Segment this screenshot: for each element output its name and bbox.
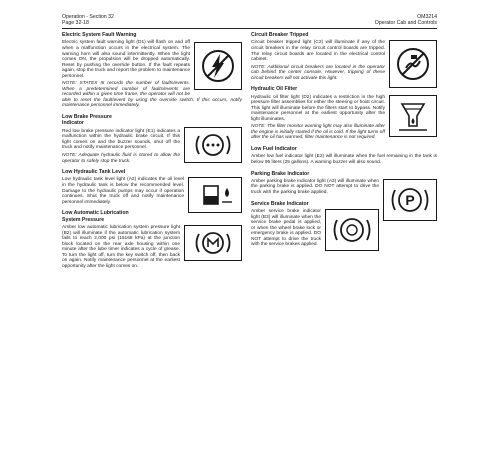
section-body: Hydraulic oil filter light (D2) indicates a restriction in the high pressure filter assemblies for either the steering or hoist circuit. This light will illuminate before the filters start to bypass. Notify maintenance personnel at the earliest opportunity after the light illuminates. — [251, 94, 385, 122]
left-column — [62, 32, 242, 269]
oil-filter-section — [251, 86, 437, 141]
page-header-right — [375, 14, 437, 26]
section-body: Low hydraulic tank level light (A2) indicates the oil level in the hydraulic tank is below the recommended level. Damage to the hydraulic pumps may occur if operation continues. Shut the truck off and notify maintenance personnel immediately. — [62, 177, 184, 205]
section-note: NOTE: The filter monitor warning light may also illuminate after the engine is initially started if the oil is cold. If the light turns off after the oil has warmed, filter maintenance is not required. — [251, 124, 385, 141]
low-fuel-section — [251, 146, 437, 166]
section-body: Amber low automatic lubrication system pressure light (B2) will illuminate if the automatic lubrication system fails to reach 2,000 psi (15168 kPa) at the junction block located on the rear axle housing within one minute after the lube timer indicates a cycle of grease. To turn the light off, turn the key switch off, then back on again. Notify maintenance personnel at the earliest opportunity after the light comes on. — [62, 225, 180, 269]
service-brake-icon — [329, 213, 375, 247]
chapter-title: Operator Cab and Controls — [374, 20, 437, 27]
document-id: OM3214 — [417, 14, 437, 20]
section-title — [62, 210, 242, 223]
parking-letter: P — [405, 191, 415, 208]
section-title: Parking Brake Indicator — [251, 170, 310, 177]
lubrication-icon-box — [184, 225, 242, 261]
circuit-breaker-icon — [393, 44, 433, 84]
section-title: Service Brake Indicator — [251, 200, 309, 207]
page-number: Page 32-18 — [62, 20, 89, 27]
section-body: Circuit breaker tripped light (C2) will illuminate if any of the circuit breakers in the relay circuit control boards are tripped. The relay circuit boards are located in the electrical control cabinet. — [251, 40, 385, 63]
section-note: NOTE: Additional circuit breakers are located in the operator cab behind the center console. However, tripping of these circuit breakers will not activate this light. — [251, 64, 385, 81]
section-body: Amber parking brake indicator light (A3) will illuminate when the parking brake is applied. DO NOT attempt to drive the truck with the parking brake applied. — [251, 178, 379, 196]
page-header-left — [62, 14, 114, 26]
oil-filter-icon — [393, 99, 433, 133]
section-title-line: Low Automatic Lubrication — [62, 210, 129, 217]
hydraulic-tank-icon-box — [188, 177, 242, 213]
section-label: Operation - Section 32 — [62, 14, 114, 20]
circuit-breaker-icon-box — [389, 40, 437, 88]
section-title: Hydraulic Oil Filter — [251, 86, 298, 93]
brake-pressure-icon — [188, 131, 238, 159]
section-note: NOTE: Adequate hydraulic fluid is stored to allow the operator to safely stop the truck. — [62, 152, 180, 164]
hydraulic-tank-section — [62, 169, 242, 205]
section-title — [62, 114, 242, 127]
service-brake-section — [251, 201, 437, 248]
section-note: NOTE: STATEX III records the number of faults/events. When a predetermined number of faults/events are recorded within a given time frame, the operator will not be able to reset the fault/event by using the override switch. If this occurs, notify maintenance personnel immediately. — [62, 81, 242, 109]
right-column — [251, 32, 437, 253]
section-title: Circuit Breaker Tripped — [251, 32, 309, 38]
service-brake-icon-box — [325, 209, 379, 251]
section-title: Electric System Fault Warning — [62, 32, 137, 38]
brake-pressure-icon-box — [184, 127, 242, 163]
section-body: Amber low fuel indicator light (E2) will illuminate when the fuel remaining in the tank is below 95 liters (25 gallons). A warning buzzer will also sound. — [251, 154, 437, 165]
lightning-bolt-icon — [198, 46, 238, 86]
section-body: Amber service brake indicator light (B3) will illuminate when the service brake pedal is applied, or when the wheel brake lock or emergency brake is applied. DO NOT attempt to drive the truck with the service brakes applied. — [251, 208, 321, 248]
fault-warning-section — [62, 32, 242, 109]
fault-warning-icon-box — [194, 42, 242, 90]
section-body: Red low brake pressure indicator light (E1) indicates a malfunction within the hydraulic brake circuit. If this light comes on and the buzzer sounds, shut off the truck and notify maintenance personnel. — [62, 128, 180, 151]
section-title: Low Fuel Indicator — [251, 146, 297, 153]
hydraulic-tank-icon — [192, 181, 238, 209]
section-title: Low Hydraulic Tank Level — [62, 169, 126, 176]
circuit-breaker-section — [251, 32, 437, 81]
brake-pressure-section — [62, 114, 242, 164]
section-body: Electric system fault warning light (D1) will flash on and off when a malfunction occurs in the electrical system. The warning horn will also sound intermittently. When the light comes ON, the propulsion will be dropped automatically. Reset by pushing the override button. If the fault repeats again, stop the truck and report the problem to maintenance personnel. — [62, 40, 190, 79]
oil-filter-icon-box — [389, 95, 437, 137]
lubrication-icon — [188, 229, 238, 257]
section-title-line: Low Brake Pressure — [62, 113, 112, 120]
header-rule — [62, 28, 437, 29]
lubrication-section — [62, 210, 242, 269]
section-title-line: Indicator — [62, 120, 84, 127]
section-title-line: System Pressure — [62, 216, 105, 223]
